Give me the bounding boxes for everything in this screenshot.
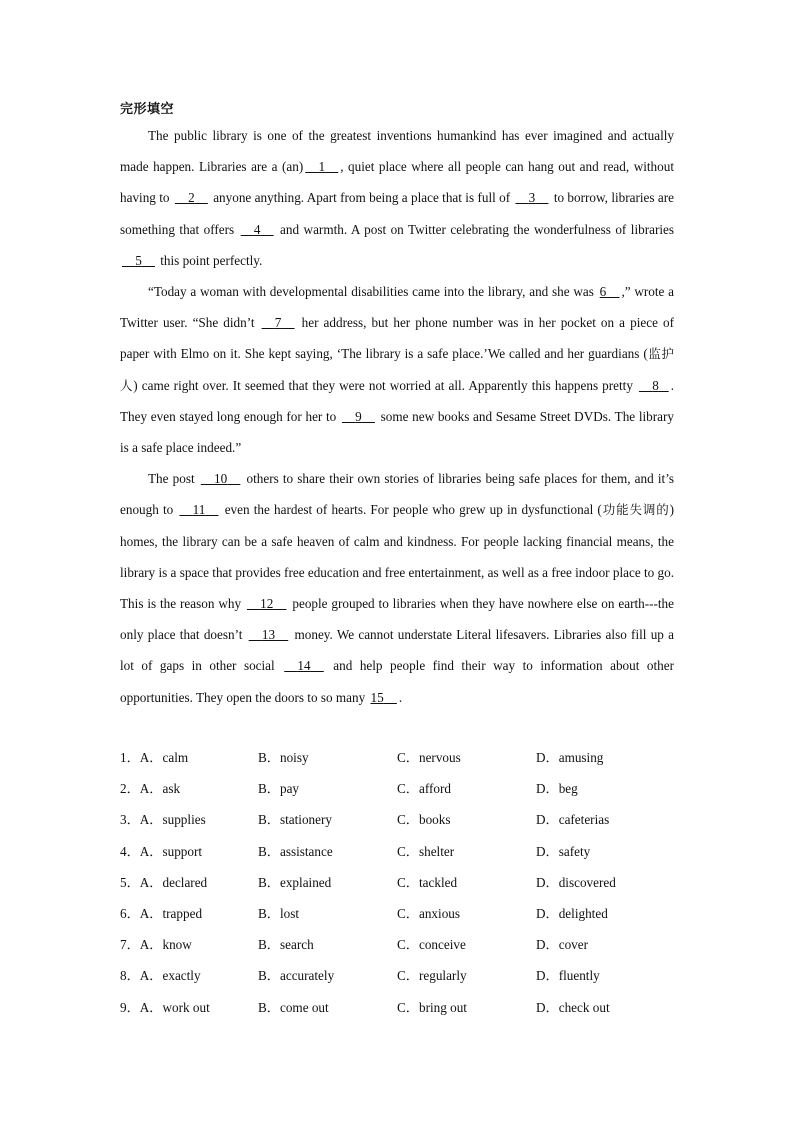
option-b: B．lost [258,905,300,921]
text: anyone anything. Apart from being a place that is full of [209,190,514,206]
text: and help people find their way to information about other opportunities. They open the doors to so many [120,658,674,705]
text: her address, but her phone number was in her pocket on a piece of paper with Elmo on it. She kept saying, ‘The library is a safe place.’We called and her guardians ( [120,315,674,362]
option-d: D．discovered [536,874,616,890]
option-row [120,866,680,897]
blank-2: 2 [188,190,195,206]
blank-11: 11 [192,502,206,518]
answer-options [120,741,680,1022]
option-a: 8．A．exactly [120,968,201,984]
text: ) came right over. It seemed that they were not worried at all. Apparently this happens pretty [133,377,638,393]
paragraph-1 [120,120,674,276]
option-d: D．safety [536,843,591,859]
option-b: B．explained [258,874,332,890]
text: this point perfectly. [156,252,263,268]
option-d: D．check out [536,999,610,1015]
option-a: 3．A．supplies [120,812,206,828]
option-a: 1．A．calm [120,750,189,765]
blank-14: 14 [297,658,311,674]
option-b: B．noisy [258,750,309,765]
blank-3: 3 [528,190,536,206]
option-d: D．delighted [536,905,608,921]
section-heading: 完形填空 [120,102,175,117]
text: people grouped to libraries when they have nowhere else on earth---the only place that doesn’t [120,596,675,643]
blank-5: 5 [135,252,142,268]
blank-8: 8 [652,377,659,393]
option-c: C．conceive [397,937,466,953]
option-row [120,959,680,990]
option-d: D．beg [536,781,578,797]
option-d: D．amusing [536,750,604,765]
paragraph-3 [120,463,674,713]
option-c: C．nervous [397,750,461,765]
text: . They even stayed long enough for her to [120,377,674,424]
option-d: D．cafeterias [536,812,610,828]
option-a: 5．A．declared [120,874,208,890]
option-c: C．anxious [397,905,461,921]
paragraph-2 [120,276,674,463]
option-row [120,741,680,772]
text: others to share their own stories of libraries being safe places for them, and it’s enough to [120,471,674,518]
option-b: B．come out [258,999,329,1015]
option-c: C．shelter [397,843,455,859]
option-d: D．fluently [536,968,600,984]
text: The public library is one of the greatest inventions humankind has ever imagined and actually made happen. Libraries are a (an) [120,128,674,175]
blank-1: 1 [318,159,326,175]
text: and warmth. A post on Twitter celebrating the wonderfulness of libraries [275,221,674,237]
text: “Today a woman with developmental disabilities came into the library, and she was [148,284,598,300]
option-c: C．regularly [397,968,467,984]
option-a: 4．A．support [120,843,203,859]
option-c: C．afford [397,781,451,797]
option-a: 6．A．trapped [120,905,203,921]
option-row [120,835,680,866]
blank-12: 12 [260,596,274,612]
blank-9: 9 [355,408,362,424]
text: even the hardest of hearts. For people who grew up in dysfunctional ( [220,502,602,518]
option-c: C．books [397,812,451,828]
blank-6: 6 [599,284,607,300]
option-a: 2．A．ask [120,781,181,797]
blank-4: 4 [253,221,261,237]
chinese-gloss: 功能失调的 [601,502,670,518]
option-b: B．search [258,937,314,953]
text: The post [148,471,199,487]
blank-15: 15 [370,689,384,705]
text: some new books and Sesame Street DVDs. The library is a safe place indeed.” [120,408,674,456]
option-row [120,991,680,1022]
option-row [120,772,680,803]
text: ,” wrote a Twitter user. “She didn’t [120,284,675,331]
text: , quiet place where all people can hang out and read, without having to [120,159,674,206]
blank-10: 10 [213,471,228,487]
text: . [398,689,403,705]
text: money. We cannot understate Literal lifesavers. Libraries also fill up a lot of gaps in other social [120,627,675,674]
cloze-passage [120,120,674,713]
option-b: B．assistance [258,843,333,859]
blank-7: 7 [274,315,282,331]
text: to borrow, libraries are something that offers [120,190,674,237]
option-row [120,928,680,959]
option-c: C．tackled [397,874,458,890]
option-c: C．bring out [397,999,467,1015]
option-row [120,803,680,834]
option-a: 7．A．know [120,937,192,953]
blank-13: 13 [261,627,276,643]
option-b: B．pay [258,781,300,797]
chinese-gloss: 监护人 [120,346,674,393]
option-b: B．accurately [258,968,335,984]
option-b: B．stationery [258,812,332,828]
option-row [120,897,680,928]
text: ) homes, the library can be a safe heaven of calm and kindness. For people lacking financial means, the library is a space that provides free education and free entertainment, as well as a free indoor place to go. This is the reason why [120,502,675,612]
option-d: D．cover [536,937,588,953]
option-a: 9．A．work out [120,999,210,1015]
